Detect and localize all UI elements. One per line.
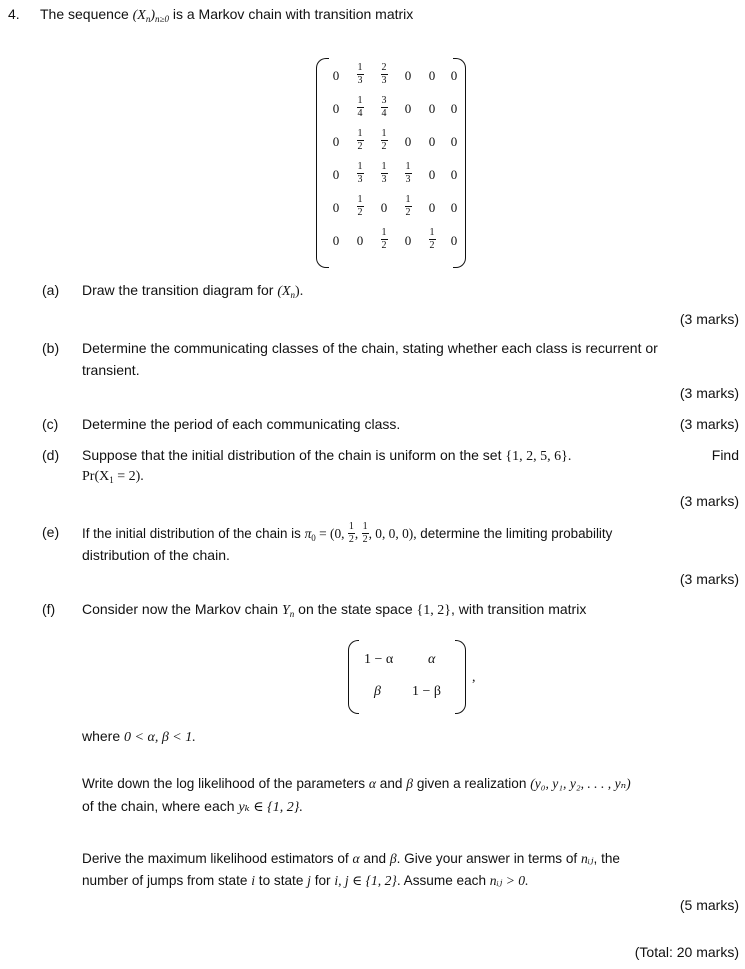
part-d-line2: $Pr(X_1 = 2)$. — [82, 469, 144, 485]
part-f-para1-line2: of the chain, where each yₖ ∈ {1, 2}. — [82, 798, 303, 815]
matrix-cell: 0 — [404, 68, 412, 83]
matrix-cell: $\frac{1}{2}$ — [405, 194, 411, 218]
part-b-line1: Determine the communicating classes of the chain, stating whether each class is recurrent or — [82, 340, 658, 356]
m2-cell-21: β — [374, 684, 381, 699]
part-c-label: (c) — [42, 416, 59, 432]
intro-seq: $(X_n)_{n\ge 0}$ — [132, 8, 169, 24]
matrix-cell: 0 — [356, 233, 364, 248]
matrix-cell: $\frac{1}{3}$ — [405, 161, 411, 185]
matrix-cell: $\frac{3}{4}$ — [381, 95, 387, 119]
part-d-line1: Suppose that the initial distribution of the chain is uniform on the set {1, 2, 5, 6}. — [82, 447, 572, 464]
matrix-cell: 0 — [404, 233, 412, 248]
part-f-label: (f) — [42, 601, 56, 617]
part-c-text: Determine the period of each communicating class. — [82, 416, 401, 432]
half-fraction-1: $\frac{1}{2}$ — [348, 521, 354, 545]
m2-cell-22: 1 − β — [412, 684, 442, 699]
part-d-label: (d) — [42, 447, 60, 463]
part-f-line1: Consider now the Markov chain $Y_n$ on the state space {1, 2}, with transition matrix — [82, 601, 587, 619]
matrix-cell: 0 — [332, 101, 340, 116]
matrix-cell: 0 — [450, 233, 458, 248]
m2-cell-11: 1 − α — [364, 652, 394, 667]
part-e-line1: If the initial distribution of the chain is $\pi_0 = (0$, $\frac{1}{2}$ , $\frac{1}{2}$ , 0, 0, 0), determine the limiting probability — [82, 521, 613, 545]
matrix-cell: 0 — [428, 134, 436, 149]
matrix-cell: $\frac{2}{3}$ — [381, 62, 387, 86]
m2-cell-12: α — [428, 652, 436, 667]
part-c-marks: (3 marks) — [679, 416, 739, 432]
matrix-cell: $\frac{1}{3}$ — [381, 161, 387, 185]
part-d-find: Find — [711, 447, 739, 463]
matrix-cell: $\frac{1}{4}$ — [357, 95, 363, 119]
matrix-cell: 0 — [332, 134, 340, 149]
matrix-cell: 0 — [332, 167, 340, 182]
part-f-para2-line1: Derive the maximum likelihood estimators of α and β. Give your answer in terms of nᵢⱼ, the — [82, 851, 620, 866]
transition-matrix — [316, 58, 466, 266]
two-state-left-bracket — [348, 640, 359, 714]
question-number: 4. — [8, 6, 20, 22]
part-f-para1-line1: Write down the log likelihood of the parameters α and β given a realization (y₀, y₁, y₂, . . . , yₙ) — [82, 776, 631, 791]
matrix-cell: 0 — [450, 167, 458, 182]
part-e-line2: distribution of the chain. — [82, 547, 230, 563]
matrix-cell: 0 — [332, 233, 340, 248]
intro-post: is a Markov chain with transition matrix — [168, 6, 414, 22]
part-e-marks: (3 marks) — [679, 571, 739, 587]
part-b-line2: transient. — [82, 362, 140, 378]
question-intro — [40, 6, 413, 25]
part-f-marks: (5 marks) — [679, 897, 739, 913]
matrix-cell: 0 — [428, 101, 436, 116]
part-f-para2-line2: number of jumps from state i to state j for i, j ∈ {1, 2}. Assume each nᵢⱼ > 0. — [82, 873, 529, 888]
matrix-trailing-comma: , — [472, 670, 476, 685]
matrix-cell: 0 — [380, 200, 388, 215]
matrix-cell: $\frac{1}{3}$ — [357, 62, 363, 86]
matrix-cell: 0 — [450, 68, 458, 83]
matrix-cell: 0 — [450, 134, 458, 149]
matrix-cell: 0 — [450, 200, 458, 215]
matrix-cell: 0 — [404, 101, 412, 116]
half-fraction-2: $\frac{1}{2}$ — [362, 521, 368, 545]
two-state-matrix — [348, 640, 466, 712]
intro-pre: The sequence — [40, 6, 133, 22]
matrix-cell: $\frac{1}{2}$ — [357, 194, 363, 218]
matrix-cell: 0 — [332, 200, 340, 215]
total-marks: (Total: 20 marks) — [634, 944, 739, 960]
matrix-cell: $\frac{1}{2}$ — [429, 227, 435, 251]
matrix-cell: 0 — [332, 68, 340, 83]
part-a-text: Draw the transition diagram for $(X_n)$. — [82, 282, 304, 300]
two-state-right-bracket — [455, 640, 466, 714]
part-f-where: where 0 < α, β < 1. — [82, 728, 196, 745]
matrix-cell: 0 — [428, 200, 436, 215]
matrix-cell: $\frac{1}{2}$ — [357, 128, 363, 152]
part-a-label: (a) — [42, 282, 60, 298]
part-d-marks: (3 marks) — [679, 493, 739, 509]
matrix-cell: 0 — [428, 68, 436, 83]
part-a-marks: (3 marks) — [679, 311, 739, 327]
matrix-cell: $\frac{1}{2}$ — [381, 128, 387, 152]
matrix-cell: 0 — [404, 134, 412, 149]
part-b-label: (b) — [42, 340, 60, 356]
matrix-cell: $\frac{1}{3}$ — [357, 161, 363, 185]
part-e-label: (e) — [42, 524, 60, 540]
matrix-cell: $\frac{1}{2}$ — [381, 227, 387, 251]
matrix-cell: 0 — [428, 167, 436, 182]
part-b-marks: (3 marks) — [679, 385, 739, 401]
matrix-cell: 0 — [450, 101, 458, 116]
